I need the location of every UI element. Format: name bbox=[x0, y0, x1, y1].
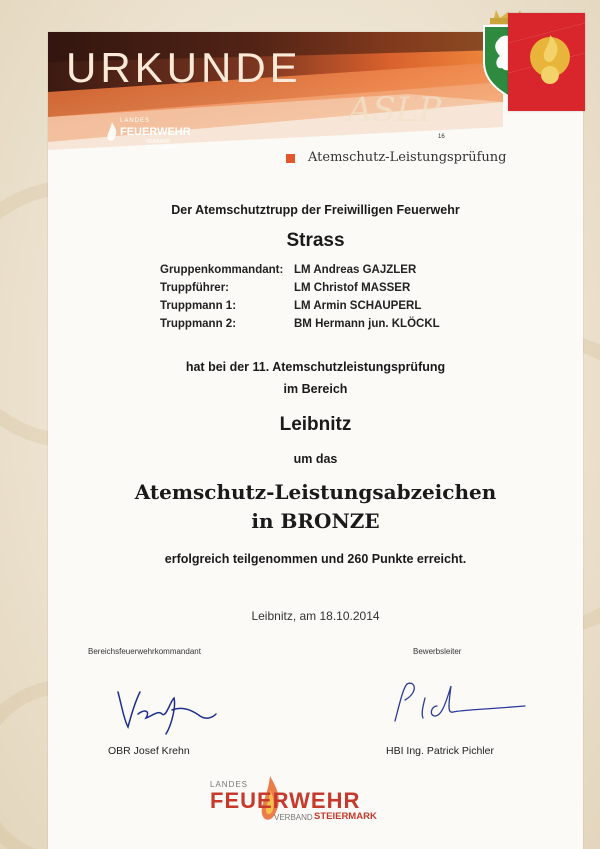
certificate-subtitle: Atemschutz-Leistungsprüfung bbox=[308, 150, 507, 165]
exam-line: hat bei der 11. Atemschutzleistungsprüfung bbox=[185, 360, 446, 374]
left-signature-label: Bereichsfeuerwehrkommandant bbox=[88, 647, 201, 656]
right-signature-graphic bbox=[385, 676, 535, 731]
left-signature-graphic bbox=[110, 672, 230, 742]
member-role: Truppführer: bbox=[160, 282, 229, 294]
footer-logo-landes: LANDES bbox=[210, 780, 249, 789]
member-role: Truppmann 2: bbox=[160, 318, 237, 330]
award-title: Atemschutz-Leistungsabzeichen bbox=[134, 480, 497, 504]
feuerwehr-logo bbox=[106, 118, 196, 158]
logo-line-landes: LANDES bbox=[120, 118, 151, 124]
feuerwehr-badge bbox=[508, 13, 585, 111]
member-role: Truppmann 1: bbox=[160, 300, 237, 312]
date-line: Leibnitz, am 18.10.2014 bbox=[251, 609, 380, 623]
award-intro-line: um das bbox=[293, 452, 338, 466]
square-bullet-icon bbox=[286, 154, 295, 163]
footer-feuerwehr-logo bbox=[210, 780, 390, 840]
footer-logo-feuerwehr: FEUERWEHR bbox=[210, 788, 361, 813]
fire-brigade-name: Strass bbox=[286, 230, 345, 251]
area-intro-line: im Bereich bbox=[283, 382, 348, 396]
award-level: in BRONZE bbox=[251, 509, 380, 533]
member-name: LM Andreas GAJZLER bbox=[294, 264, 417, 276]
aslp-signature-mark: ASLP bbox=[348, 90, 442, 130]
footer-logo-verband: VERBAND bbox=[274, 813, 313, 822]
member-role: Gruppenkommandant: bbox=[160, 264, 284, 276]
logo-line-verband: VERBAND STEIERMARK bbox=[146, 139, 179, 151]
area-name: Leibnitz bbox=[279, 414, 352, 435]
result-line: erfolgreich teilgenommen und 260 Punkte erreicht. bbox=[164, 552, 467, 566]
left-signature-name: OBR Josef Krehn bbox=[108, 745, 190, 757]
feuerwehr-emblem-icon bbox=[508, 13, 585, 111]
intro-text: Der Atemschutztrupp der Freiwilligen Feuerwehr bbox=[171, 203, 460, 217]
logo-line-feuerwehr: FEUERWEHR bbox=[120, 126, 191, 138]
flame-icon bbox=[106, 122, 118, 144]
certificate-title: URKUNDE bbox=[66, 44, 302, 91]
right-signature-label: Bewerbsleiter bbox=[413, 647, 462, 656]
member-name: LM Christof MASSER bbox=[294, 282, 411, 294]
member-name: BM Hermann jun. KLÖCKL bbox=[294, 318, 440, 330]
footer-logo-steiermark: STEIERMARK bbox=[314, 811, 377, 822]
page-number: 16 bbox=[438, 134, 445, 140]
member-name: LM Armin SCHAUPERL bbox=[294, 300, 422, 312]
right-signature-name: HBI Ing. Patrick Pichler bbox=[386, 745, 494, 757]
